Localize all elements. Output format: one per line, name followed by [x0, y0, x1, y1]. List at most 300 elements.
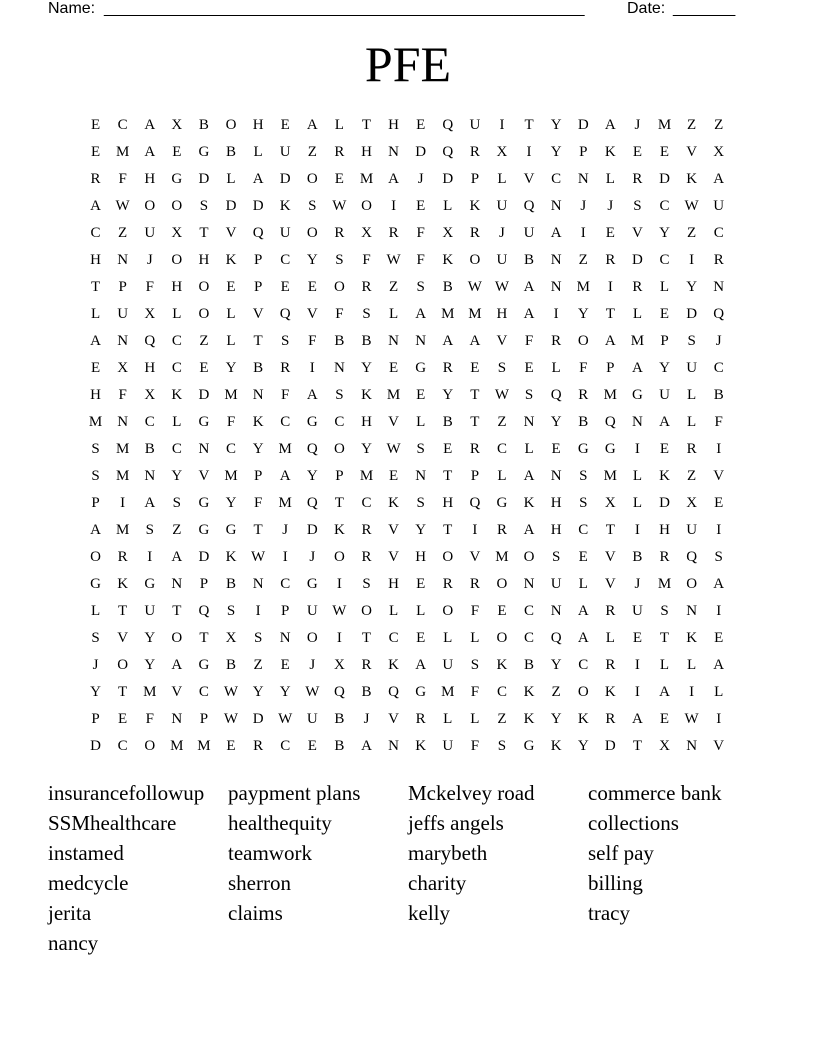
- name-field: ______________________________________________________: [104, 0, 585, 17]
- grid-letter: N: [117, 414, 129, 430]
- grid-letter: I: [255, 603, 261, 619]
- grid-letter: N: [388, 738, 399, 754]
- grid-letter: A: [550, 225, 562, 241]
- grid-letter: R: [551, 333, 562, 349]
- grid-letter: A: [604, 333, 616, 349]
- grid-letter: X: [713, 144, 725, 160]
- grid-letter: G: [306, 576, 318, 592]
- grid-letter: L: [443, 711, 453, 727]
- grid-letter: Y: [550, 414, 562, 430]
- grid-letter: N: [632, 414, 643, 430]
- grid-row: [82, 490, 734, 517]
- grid-letter: I: [634, 522, 640, 538]
- grid-letter: Y: [225, 495, 237, 511]
- grid-letter: F: [308, 333, 317, 349]
- grid-letter: P: [660, 333, 669, 349]
- grid-letter: D: [198, 387, 210, 403]
- grid-letter: C: [713, 225, 724, 241]
- grid-letter: D: [577, 117, 589, 133]
- grid-letter: R: [469, 576, 480, 592]
- grid-letter: C: [524, 603, 535, 619]
- grid-letter: O: [144, 738, 156, 754]
- grid-letter: D: [604, 738, 616, 754]
- grid-letter: P: [199, 711, 209, 727]
- grid-letter: T: [524, 117, 534, 133]
- grid-letter: W: [223, 711, 239, 727]
- grid-letter: D: [198, 171, 210, 187]
- grid-letter: I: [391, 198, 397, 214]
- grid-letter: M: [115, 144, 130, 160]
- grid-letter: L: [497, 171, 507, 187]
- grid-letter: E: [280, 117, 290, 133]
- grid-letter: R: [361, 657, 372, 673]
- grid-letter: G: [198, 495, 210, 511]
- grid-letter: E: [443, 441, 453, 457]
- grid-letter: X: [686, 495, 698, 511]
- grid-letter: B: [713, 387, 724, 403]
- grid-letter: D: [90, 738, 101, 754]
- grid-letter: H: [550, 522, 562, 538]
- grid-letter: M: [88, 414, 103, 430]
- grid-letter: P: [253, 468, 263, 484]
- grid-letter: S: [145, 522, 154, 538]
- grid-letter: C: [551, 171, 562, 187]
- grid-letter: V: [632, 225, 643, 241]
- grid-letter: S: [335, 387, 344, 403]
- grid-letter: O: [469, 252, 481, 268]
- grid-letter: V: [117, 630, 129, 646]
- grid-letter: I: [716, 522, 722, 538]
- grid-letter: K: [415, 738, 427, 754]
- grid-letter: C: [713, 360, 724, 376]
- grid-letter: V: [713, 468, 725, 484]
- grid-letter: D: [686, 306, 698, 322]
- grid-letter: K: [225, 252, 237, 268]
- grid-letter: A: [90, 198, 101, 214]
- grid-letter: W: [494, 279, 510, 295]
- grid-letter: Y: [144, 657, 156, 673]
- grid-row: [82, 625, 734, 652]
- grid-letter: A: [252, 171, 264, 187]
- grid-letter: O: [523, 549, 535, 565]
- grid-letter: I: [716, 603, 722, 619]
- grid-letter: B: [226, 657, 237, 673]
- grid-letter: Q: [442, 117, 454, 133]
- grid-letter: L: [470, 630, 480, 646]
- grid-letter: Q: [252, 225, 264, 241]
- grid-letter: O: [333, 549, 345, 565]
- grid-letter: D: [659, 495, 670, 511]
- grid-letter: T: [470, 387, 480, 403]
- grid-letter: G: [225, 522, 237, 538]
- grid-letter: E: [416, 630, 426, 646]
- grid-letter: N: [198, 441, 210, 457]
- grid-letter: A: [415, 657, 427, 673]
- grid-letter: K: [686, 171, 698, 187]
- grid-letter: R: [361, 522, 372, 538]
- grid-row: [82, 328, 734, 355]
- grid-letter: I: [147, 549, 153, 565]
- grid-letter: N: [388, 333, 399, 349]
- grid-letter: O: [90, 549, 101, 565]
- grid-letter: W: [684, 198, 699, 214]
- grid-letter: Y: [171, 468, 183, 484]
- grid-letter: F: [145, 279, 154, 295]
- grid-letter: E: [605, 225, 615, 241]
- grid-letter: D: [659, 171, 670, 187]
- grid-letter: Q: [686, 549, 698, 565]
- grid-letter: U: [659, 387, 670, 403]
- grid-letter: T: [361, 630, 372, 646]
- grid-letter: Z: [199, 333, 209, 349]
- grid-letter: L: [90, 306, 101, 322]
- grid-letter: E: [632, 630, 642, 646]
- grid-letter: E: [416, 576, 426, 592]
- grid-letter: C: [280, 414, 291, 430]
- grid-letter: G: [198, 414, 210, 430]
- grid-letter: D: [279, 171, 291, 187]
- grid-letter: F: [470, 603, 480, 619]
- word-list-item: tracy: [588, 901, 630, 925]
- grid-letter: U: [144, 225, 156, 241]
- grid-letter: A: [523, 522, 535, 538]
- grid-letter: G: [577, 441, 589, 457]
- grid-letter: Q: [306, 495, 318, 511]
- grid-letter: C: [171, 441, 182, 457]
- grid-letter: E: [280, 279, 290, 295]
- grid-letter: J: [309, 657, 316, 673]
- grid-letter: A: [604, 117, 616, 133]
- grid-letter: Y: [550, 117, 562, 133]
- grid-letter: A: [523, 306, 535, 322]
- grid-letter: B: [198, 117, 209, 133]
- grid-letter: L: [659, 657, 670, 673]
- grid-letter: O: [496, 630, 508, 646]
- header: [48, 0, 748, 20]
- grid-letter: M: [657, 117, 672, 133]
- grid-letter: K: [361, 387, 372, 403]
- grid-letter: Y: [252, 684, 264, 700]
- grid-letter: J: [309, 549, 316, 565]
- grid-letter: M: [603, 387, 617, 403]
- grid-letter: Y: [550, 144, 562, 160]
- grid-letter: B: [226, 576, 237, 592]
- grid-letter: Z: [253, 657, 263, 673]
- grid-letter: U: [496, 198, 508, 214]
- grid-letter: H: [361, 414, 372, 430]
- grid-letter: B: [442, 414, 453, 430]
- grid-letter: F: [470, 684, 480, 700]
- grid-letter: T: [632, 738, 642, 754]
- grid-letter: Y: [252, 441, 264, 457]
- grid-letter: V: [388, 522, 399, 538]
- grid-letter: X: [442, 225, 454, 241]
- grid-letter: A: [361, 738, 372, 754]
- word-list-item: instamed: [48, 841, 124, 865]
- grid-letter: L: [226, 171, 236, 187]
- grid-letter: D: [198, 549, 210, 565]
- grid-letter: B: [442, 279, 453, 295]
- word-list-item: teamwork: [228, 841, 312, 865]
- grid-letter: L: [687, 657, 697, 673]
- grid-letter: N: [333, 360, 345, 376]
- grid-letter: C: [198, 684, 209, 700]
- grid-letter: N: [415, 468, 427, 484]
- grid-letter: A: [659, 414, 670, 430]
- grid-letter: Y: [144, 630, 156, 646]
- grid-letter: Z: [714, 117, 724, 133]
- grid-letter: D: [225, 198, 237, 214]
- grid-letter: K: [523, 684, 535, 700]
- grid-letter: R: [632, 279, 643, 295]
- grid-row: [82, 112, 734, 139]
- grid-letter: A: [90, 333, 101, 349]
- grid-letter: Y: [361, 441, 372, 457]
- page-title: PFE: [364, 36, 452, 92]
- grid-row: [82, 355, 734, 382]
- grid-letter: C: [496, 684, 507, 700]
- grid-letter: R: [253, 738, 264, 754]
- grid-letter: C: [280, 576, 291, 592]
- grid-letter: W: [332, 198, 347, 214]
- grid-letter: X: [171, 117, 183, 133]
- grid-letter: G: [198, 522, 210, 538]
- grid-letter: W: [386, 441, 401, 457]
- grid-letter: N: [171, 576, 183, 592]
- word-list-item: commerce bank: [588, 781, 722, 805]
- grid-letter: D: [252, 198, 264, 214]
- grid-letter: A: [144, 495, 156, 511]
- grid-letter: E: [551, 441, 561, 457]
- grid-letter: R: [605, 252, 616, 268]
- grid-letter: R: [388, 225, 399, 241]
- grid-letter: Z: [307, 144, 317, 160]
- grid-letter: G: [632, 387, 643, 403]
- grid-letter: T: [361, 117, 372, 133]
- date-label: Date:: [627, 0, 666, 17]
- grid-letter: W: [332, 603, 347, 619]
- grid-letter: W: [251, 549, 266, 565]
- grid-row: [82, 382, 734, 409]
- grid-letter: F: [714, 414, 723, 430]
- grid-letter: I: [526, 144, 532, 160]
- grid-letter: Y: [659, 225, 670, 241]
- grid-letter: E: [632, 144, 642, 160]
- grid-letter: P: [470, 468, 480, 484]
- grid-letter: U: [279, 225, 291, 241]
- grid-letter: B: [334, 711, 345, 727]
- grid-letter: Y: [659, 360, 670, 376]
- grid-letter: Z: [687, 117, 697, 133]
- grid-letter: M: [197, 738, 211, 754]
- grid-letter: L: [172, 306, 182, 322]
- grid-letter: P: [91, 495, 100, 511]
- grid-letter: C: [334, 414, 345, 430]
- grid-letter: L: [497, 468, 507, 484]
- grid-letter: E: [90, 144, 101, 160]
- grid-letter: O: [171, 198, 183, 214]
- grid-letter: V: [686, 144, 698, 160]
- grid-row: [82, 544, 734, 571]
- grid-letter: Z: [497, 711, 507, 727]
- word-list-item: claims: [228, 901, 283, 925]
- grid-letter: E: [714, 630, 724, 646]
- grid-letter: B: [632, 549, 643, 565]
- grid-letter: K: [388, 495, 399, 511]
- date-field: _______: [673, 0, 736, 17]
- grid-letter: B: [524, 657, 535, 673]
- grid-letter: A: [442, 333, 454, 349]
- grid-letter: O: [361, 603, 372, 619]
- grid-letter: H: [496, 306, 508, 322]
- grid-letter: A: [306, 387, 318, 403]
- grid-letter: E: [497, 603, 507, 619]
- grid-letter: M: [115, 441, 130, 457]
- grid-letter: J: [417, 171, 424, 187]
- grid-letter: L: [524, 441, 534, 457]
- grid-letter: L: [226, 333, 236, 349]
- grid-letter: N: [252, 387, 264, 403]
- grid-letter: K: [604, 144, 616, 160]
- grid-letter: G: [415, 684, 427, 700]
- grid-letter: S: [416, 279, 425, 295]
- word-list-item: jeffs angels: [408, 811, 504, 835]
- grid-letter: P: [470, 171, 480, 187]
- grid-letter: S: [714, 549, 723, 565]
- grid-letter: N: [171, 711, 183, 727]
- grid-letter: V: [198, 468, 210, 484]
- grid-letter: U: [632, 603, 643, 619]
- grid-letter: R: [442, 576, 453, 592]
- grid-letter: B: [524, 252, 535, 268]
- word-list-item: insurancefollowup: [48, 781, 205, 805]
- grid-letter: O: [496, 576, 508, 592]
- grid-letter: E: [172, 144, 182, 160]
- grid-letter: I: [634, 441, 640, 457]
- grid-letter: S: [91, 441, 100, 457]
- grid-row: [82, 571, 734, 598]
- grid-letter: K: [279, 198, 291, 214]
- grid-letter: V: [523, 171, 535, 187]
- grid-letter: S: [524, 387, 534, 403]
- grid-letter: M: [468, 306, 482, 322]
- grid-letter: I: [634, 657, 640, 673]
- grid-letter: I: [716, 711, 722, 727]
- grid-letter: S: [91, 468, 100, 484]
- grid-letter: C: [496, 441, 507, 457]
- grid-letter: X: [144, 387, 156, 403]
- grid-letter: F: [281, 387, 290, 403]
- grid-letter: E: [659, 144, 670, 160]
- grid-letter: X: [144, 306, 156, 322]
- grid-letter: Q: [523, 198, 535, 214]
- grid-letter: M: [495, 549, 509, 565]
- grid-letter: G: [415, 360, 427, 376]
- grid-row: [82, 220, 734, 247]
- grid-letter: K: [225, 549, 237, 565]
- grid-letter: H: [144, 360, 156, 376]
- grid-letter: O: [442, 603, 454, 619]
- grid-letter: V: [496, 333, 508, 349]
- grid-letter: N: [686, 603, 698, 619]
- grid-row: [82, 301, 734, 328]
- grid-letter: L: [687, 414, 697, 430]
- grid-letter: J: [634, 117, 641, 133]
- grid-letter: I: [282, 549, 288, 565]
- grid-letter: D: [632, 252, 643, 268]
- grid-letter: E: [659, 711, 670, 727]
- grid-letter: P: [579, 144, 588, 160]
- grid-letter: J: [363, 711, 370, 727]
- grid-row: [82, 166, 734, 193]
- grid-letter: O: [144, 198, 156, 214]
- grid-letter: Q: [144, 333, 156, 349]
- word-list-item: healthequity: [228, 811, 332, 835]
- grid-letter: G: [90, 576, 101, 592]
- grid-letter: C: [659, 252, 670, 268]
- grid-letter: S: [687, 333, 696, 349]
- word-list-item: marybeth: [408, 841, 488, 865]
- grid-letter: Z: [551, 684, 561, 700]
- grid-letter: T: [118, 684, 128, 700]
- grid-letter: O: [306, 171, 318, 187]
- grid-letter: Y: [442, 387, 454, 403]
- grid-letter: A: [306, 117, 318, 133]
- grid-letter: R: [117, 549, 128, 565]
- grid-letter: N: [388, 144, 399, 160]
- grid-letter: K: [388, 657, 399, 673]
- grid-letter: P: [253, 279, 263, 295]
- grid-row: [82, 652, 734, 679]
- grid-letter: M: [603, 468, 617, 484]
- grid-letter: R: [469, 441, 480, 457]
- grid-letter: B: [361, 684, 372, 700]
- grid-letter: H: [252, 117, 264, 133]
- grid-letter: E: [199, 360, 209, 376]
- grid-letter: E: [578, 549, 588, 565]
- grid-row: [82, 706, 734, 733]
- grid-letter: K: [171, 387, 183, 403]
- grid-letter: C: [280, 252, 291, 268]
- grid-letter: R: [578, 387, 589, 403]
- grid-row: [82, 463, 734, 490]
- grid-letter: L: [632, 306, 642, 322]
- grid-letter: V: [388, 711, 399, 727]
- grid-letter: Y: [550, 711, 562, 727]
- grid-letter: P: [118, 279, 127, 295]
- grid-letter: K: [686, 630, 698, 646]
- grid-letter: N: [550, 468, 562, 484]
- grid-letter: A: [469, 333, 481, 349]
- grid-letter: M: [143, 684, 157, 700]
- grid-letter: K: [117, 576, 129, 592]
- grid-letter: I: [336, 576, 342, 592]
- grid-letter: N: [415, 333, 427, 349]
- grid-letter: U: [306, 711, 318, 727]
- grid-letter: T: [334, 495, 344, 511]
- grid-letter: Y: [225, 360, 237, 376]
- grid-letter: Q: [279, 306, 291, 322]
- grid-letter: T: [659, 630, 670, 646]
- grid-letter: H: [198, 252, 210, 268]
- grid-letter: K: [496, 657, 508, 673]
- grid-letter: L: [388, 306, 399, 322]
- grid-letter: S: [470, 657, 480, 673]
- grid-letter: T: [199, 225, 209, 241]
- grid-letter: M: [576, 279, 590, 295]
- grid-letter: E: [118, 711, 128, 727]
- grid-letter: O: [686, 576, 698, 592]
